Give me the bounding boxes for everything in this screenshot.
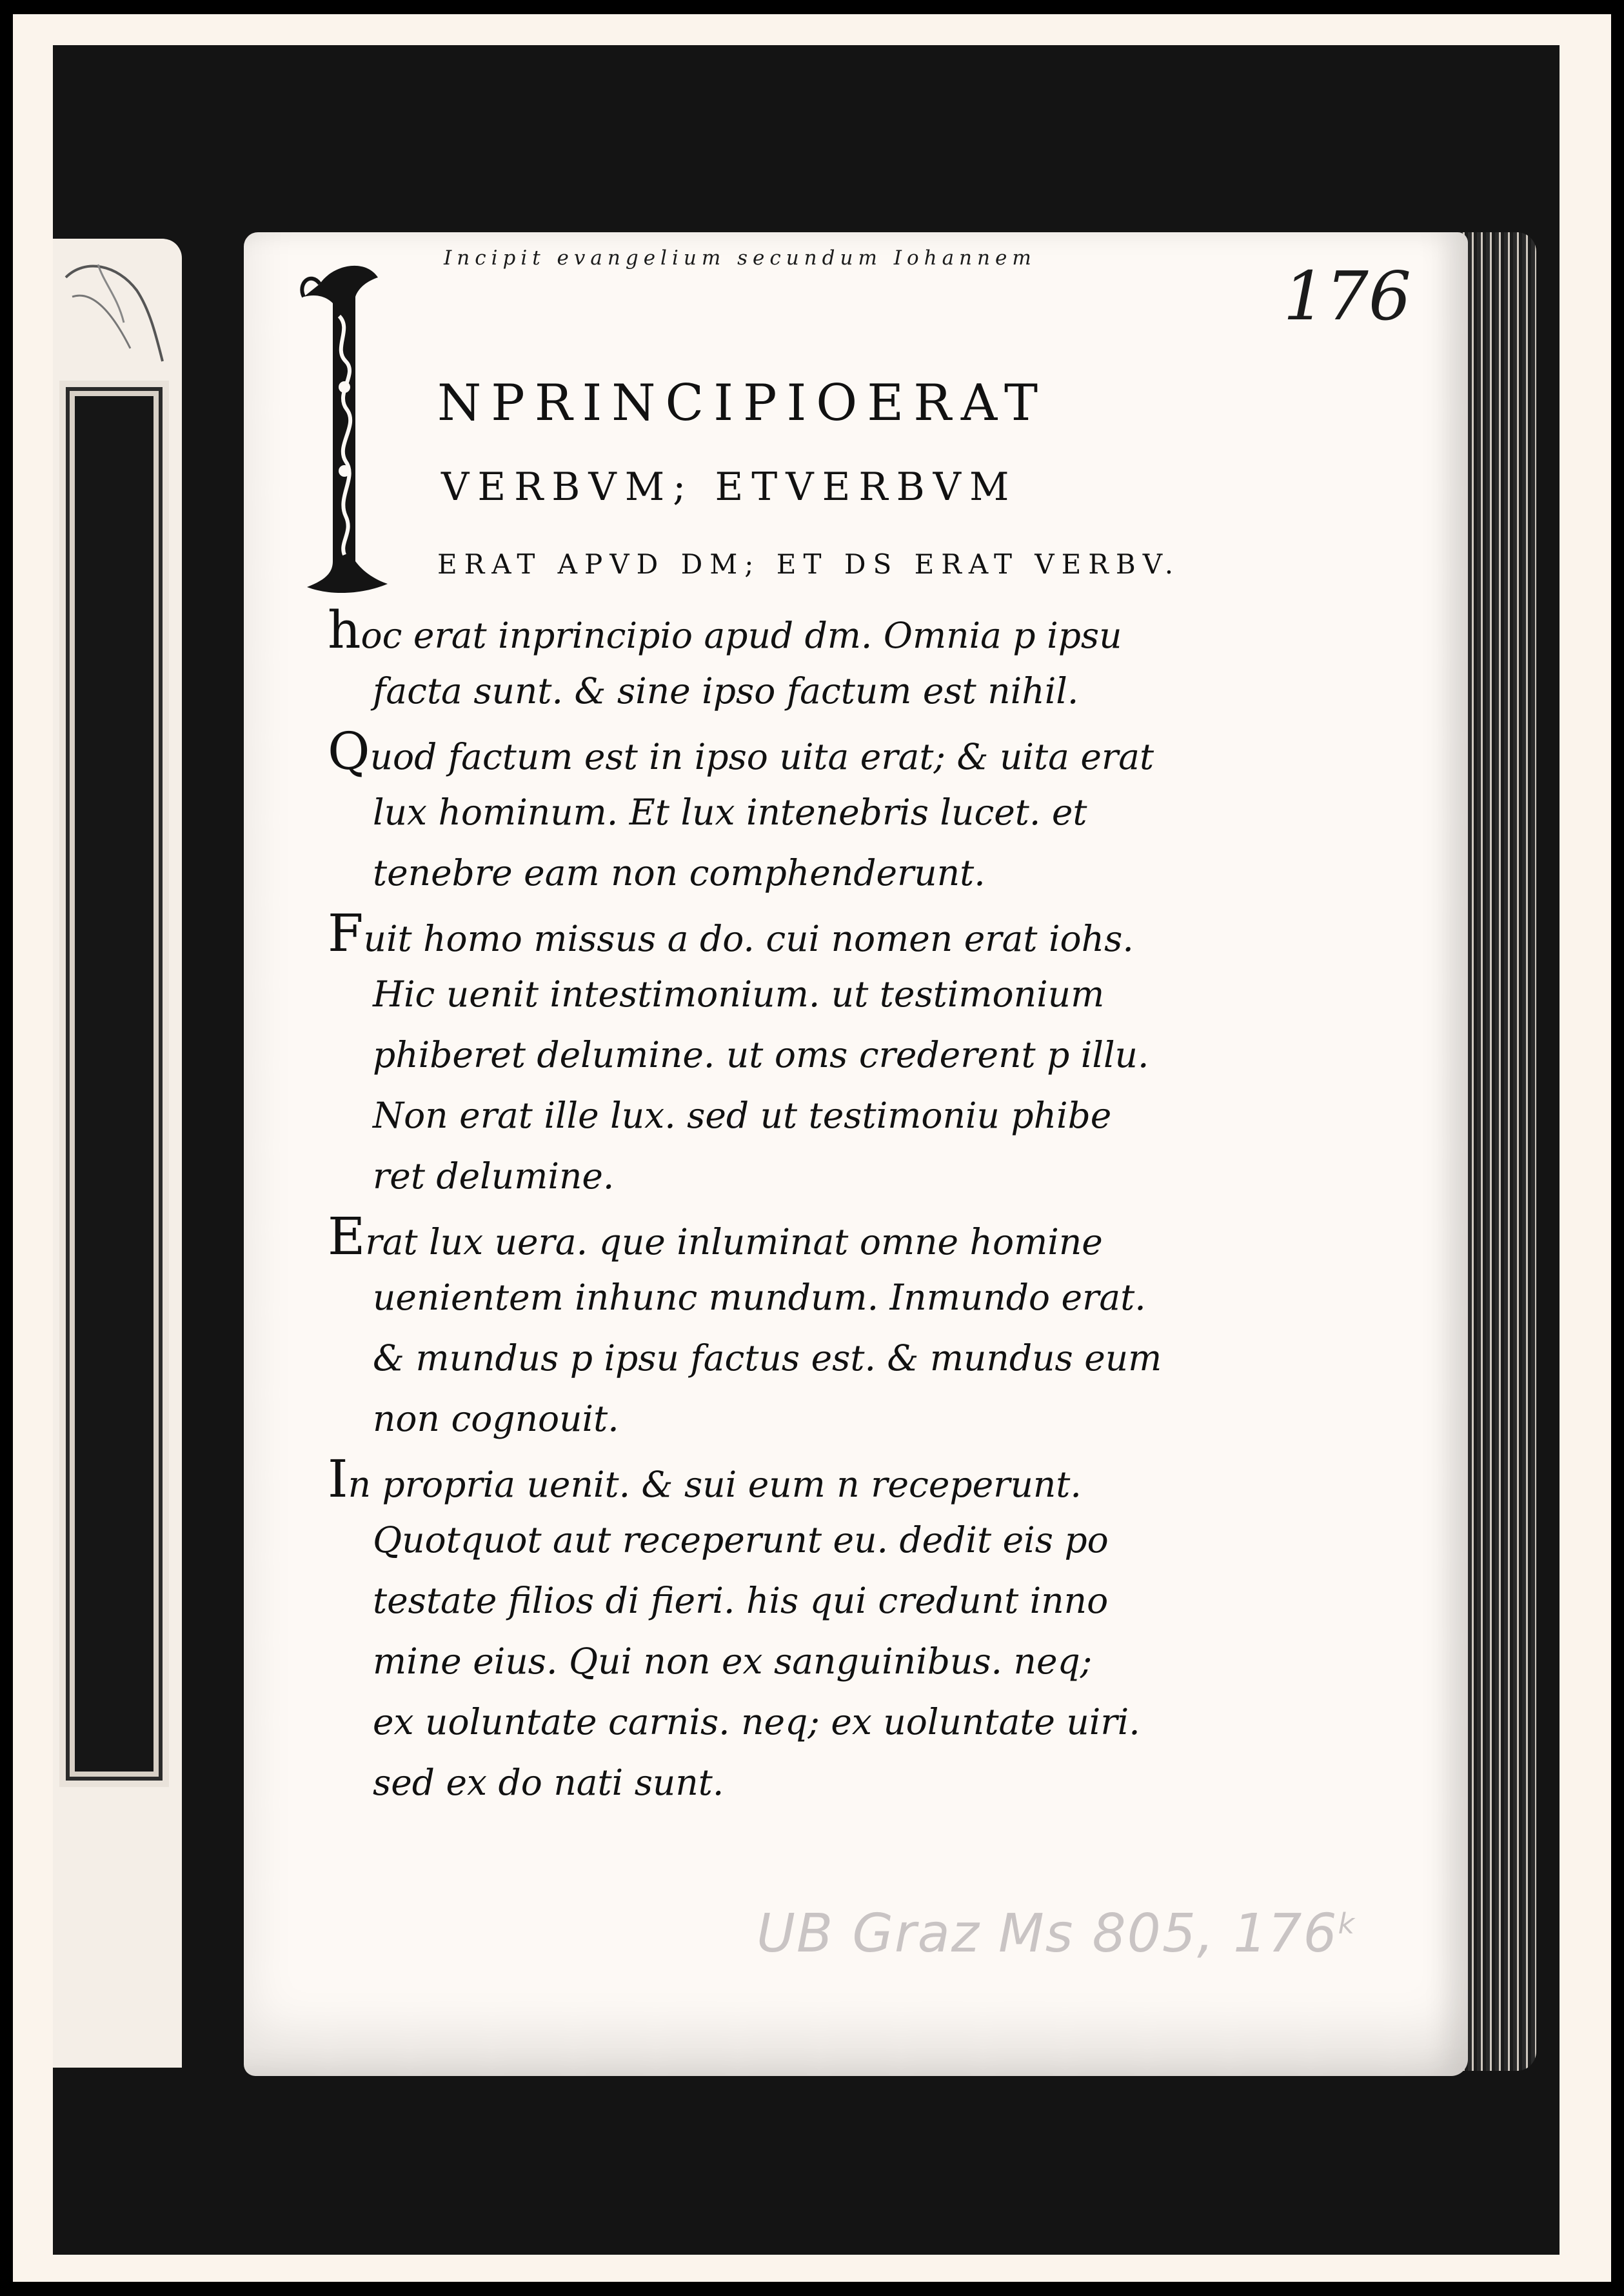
facing-page-frame [59,381,169,1787]
display-capitals-line-2: VERBVM; ETVERBVM [441,464,1018,510]
line-text: tenebre eam non comphenderunt. [373,852,985,893]
text-line [328,1328,1166,1388]
paragraph-initial: h [328,600,361,660]
manuscript-photograph [53,45,1560,2255]
text-line [328,1449,1166,1510]
line-text: rat lux uera. que inluminat omne homine [365,1221,1103,1263]
paragraph-initial: I [328,1449,348,1509]
text-line [328,600,1166,661]
text-line [328,843,1166,903]
line-text: sed ex do nati sunt. [373,1762,724,1803]
line-text: & mundus p ipsu factus est. & mundus eum [373,1337,1162,1379]
line-text: phiberet delumine. ut oms crederent p illu. [373,1034,1149,1075]
line-text: ex uoluntate carnis. neq; ex uoluntate uiri. [373,1701,1140,1742]
paragraph-initial: E [328,1206,366,1266]
photograph-sheet [13,14,1611,2282]
text-line [328,1570,1166,1631]
paragraph-initial: Q [328,721,370,781]
text-line [328,1206,1166,1267]
shelfmark-text: UB Graz Ms 805, 176 [757,1903,1338,1964]
line-text: ret delumine. [373,1155,615,1197]
marginal-drawing [59,252,169,374]
text-line [328,1146,1166,1206]
text-line [328,1752,1166,1813]
line-text: facta sunt. & sine ipso factum est nihil. [373,670,1079,712]
line-text: mine eius. Qui non ex sanguinibus. neq; [373,1641,1093,1682]
line-text: uod factum est in ipso uita erat; & uita erat [370,736,1154,777]
line-text: non cognouit. [373,1398,619,1439]
line-text: lux hominum. Et lux intenebris lucet. et [373,792,1087,833]
text-line [328,782,1166,843]
line-text: uit homo missus a do. cui nomen erat iohs. [363,918,1134,959]
line-text: n propria uenit. & sui eum n receperunt. [348,1464,1082,1505]
text-line [328,721,1166,782]
line-text: Non erat ille lux. sed ut testimoniu phibe [373,1095,1112,1136]
text-line [328,1692,1166,1752]
text-line [328,1267,1166,1328]
incipit-rubric: Incipit evangelium secundum Iohannem [444,246,1036,270]
facing-page-edge [53,239,182,2068]
line-text: uenientem inhunc mundum. Inmundo erat. [373,1277,1146,1318]
line-text: oc erat inprincipio apud dm. Omnia p ipsu [361,615,1122,656]
text-line [328,1631,1166,1692]
pencil-shelfmark [757,1903,1356,1964]
manuscript-page [244,232,1468,2076]
decorated-initial-i [294,258,391,600]
text-line [328,903,1166,964]
display-capitals-line-3: ERAT APVD DM; ET DS ERAT VERBV. [437,548,1181,580]
text-line [328,1024,1166,1085]
text-line [328,1085,1166,1146]
display-capitals-line-1: NPRINCIPIOERAT [437,374,1048,432]
line-text: Quotquot aut receperunt eu. dedit eis po [373,1519,1109,1561]
text-line [328,1510,1166,1570]
text-line [328,1388,1166,1449]
book-block-edges [1459,232,1536,2071]
line-text: Hic uenit intestimonium. ut testimonium [373,973,1105,1015]
shelfmark-superscript: k [1338,1907,1356,1941]
text-line [328,661,1166,721]
line-text: testate filios di fieri. his qui credunt inno [373,1580,1109,1621]
folio-number: 176 [1283,257,1411,335]
gospel-text [328,600,1166,1813]
text-line [328,964,1166,1024]
paragraph-initial: F [328,903,364,963]
